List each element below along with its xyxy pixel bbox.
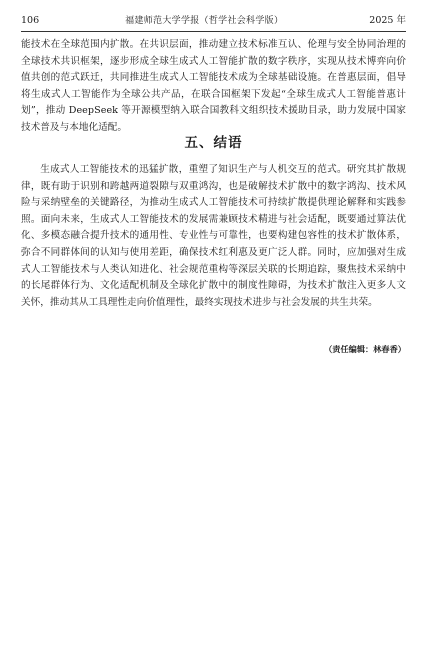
responsible-editor-note: （责任编辑：林春香） bbox=[324, 344, 406, 354]
journal-title: 福建师范大学学报（哲学社会科学版） bbox=[125, 16, 284, 26]
body-paragraph-1: 能技术在全球范围内扩散。在共识层面，推动建立技术标准互认、伦理与安全协同治理的全球技术共识框架，逐步形成全球生成式人工智能扩散的数字秩序，实现从技术博弈向价值共创的范式跃迁，共同推进生成式人工智能技术成为全球基础设施。在普惠层面，倡导将生成式人工智能作为全球公共产品，在联合国框架下发起“全球生成式人工智能普惠计划”，推动 DeepSeek 等开源模型纳入联合国教科文组织技术援助目录，助力发展中国家技术普及与本地化适配。 bbox=[21, 39, 406, 133]
page-number: 106 bbox=[21, 15, 40, 26]
body-paragraph-2: 生成式人工智能技术的迅猛扩散，重塑了知识生产与人机交互的范式。研究其扩散规律，既有助于识别和跨越两道裂隙与双重鸿沟，也是破解技术扩散中的数字鸿沟、技术风险与采纳壁垒的关键路径，为推动生成式人工智能技术可持续扩散提供理论解释和实践参照。面向未来，生成式人工智能技术的发展需兼顾技术精进与社会适配，既要通过算法优化、多模态融合提升技术的通用性、专业性与可靠性，也要构建包容性的技术扩散体系，弥合不同群体间的认知与使用差距，确保技术红利惠及更广泛人群。同时，应加强对生成式人工智能技术与人类认知进化、社会规范重构等深层关联的长期追踪，聚焦技术采纳中的长尾群体行为、文化适配机制及全球化扩散中的制度性障碍，为技术扩散注入更多人文关怀，推动其从工具理性走向价值理性，最终实现技术进步与社会发展的共生共荣。 bbox=[21, 164, 406, 308]
section-heading: 五、结语 bbox=[184, 135, 243, 151]
publication-year: 2025 年 bbox=[369, 15, 406, 26]
running-header bbox=[21, 14, 406, 28]
header-divider bbox=[21, 31, 406, 32]
